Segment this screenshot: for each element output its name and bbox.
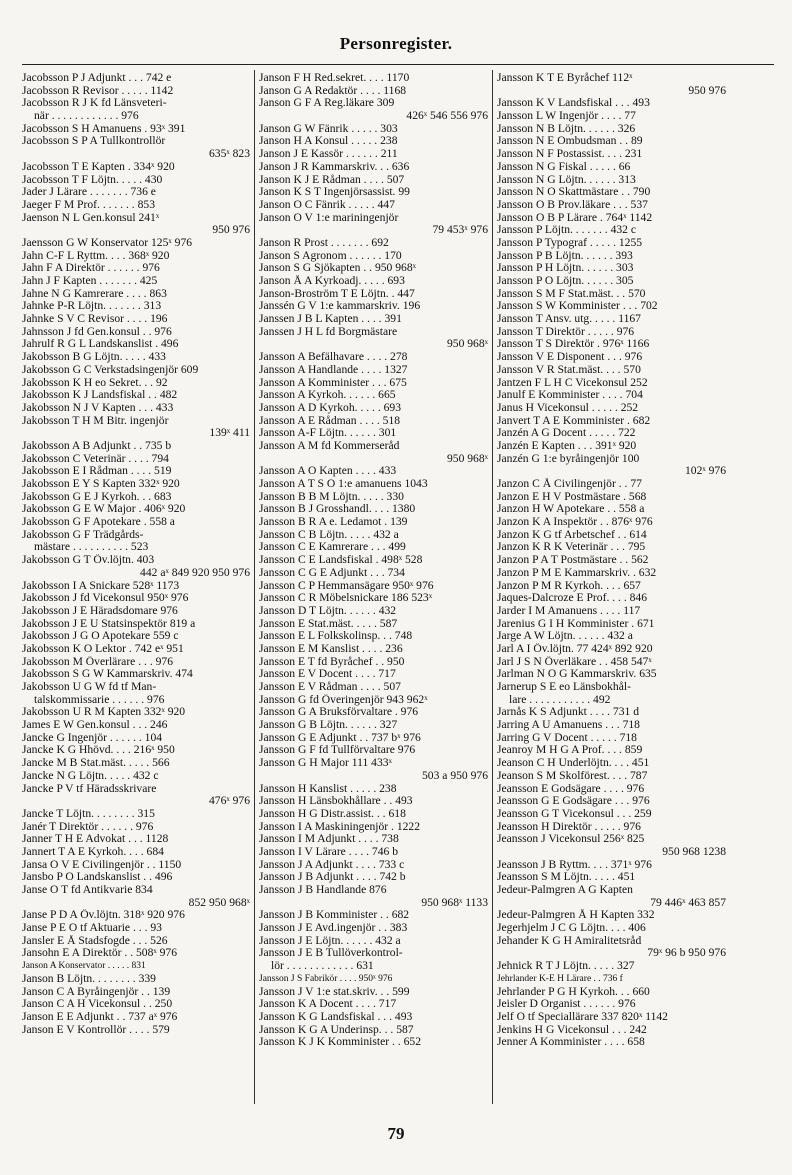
register-entry: Jakobsson G E J Kyrkoh. . . 683 <box>22 490 172 503</box>
register-entry: Jacobsson R Revisor . . . . . 1142 <box>22 84 174 97</box>
register-entry: Jansson S W Komminister . . . 702 <box>497 300 658 313</box>
register-entry: Jakobsson U R M Kapten 332ˣ 920 <box>22 706 186 719</box>
register-column-3 <box>497 72 726 1049</box>
register-entry: Jakobsson J fd Vicekonsul 950ˣ 976 <box>22 592 189 605</box>
register-entry: 102ˣ 976 <box>684 465 726 478</box>
register-entry: Jancke K G Hhövd. . . . 216ˣ 950 <box>22 744 175 757</box>
register-entry: Jansson J B Adjunkt . . . . 742 b <box>259 871 406 884</box>
register-entry: Jansson K T E Byråchef 112ˣ <box>497 72 633 84</box>
register-entry: Jakobsson J E Häradsdomare 976 <box>22 604 178 617</box>
register-entry: Janson F H Red.sekret. . . . 1170 <box>259 72 410 84</box>
register-entry: Janson A Konservator . . . . . 831 <box>22 961 146 972</box>
page-number: 79 <box>387 1124 405 1143</box>
register-entry: Jansson P B Löjtn. . . . . . 393 <box>497 249 633 262</box>
register-entry: Jansson K G A Underinsp. . . 587 <box>259 1023 414 1036</box>
register-entry: Jarder I M Amanuens . . . . 117 <box>497 604 641 617</box>
register-entry: Jansson P Typograf . . . . . 1255 <box>497 236 643 249</box>
register-entry: Jansson E L Folkskolinsp. . . 748 <box>259 630 413 643</box>
register-entry: Janson O C Fänrik . . . . . 447 <box>259 198 395 211</box>
register-entry: mästare . . . . . . . . . . 523 <box>34 541 149 554</box>
register-entry: Jansson A E Rådman . . . . 518 <box>259 414 401 427</box>
register-entry: 426ˣ 546 556 976 <box>406 110 488 123</box>
register-entry: Jansson G E Adjunkt . . 737 bˣ 976 <box>259 731 421 744</box>
register-entry: Jansson C B Löjtn. . . . . 432 a <box>259 528 399 541</box>
register-entry: Jansson H G Distr.assist. . . 618 <box>259 807 406 820</box>
register-entry: Jansson G H Major 111 433ˣ <box>259 757 392 770</box>
register-entry: Jahn C-F L Ryttm. . . . 368ˣ 920 <box>22 249 170 262</box>
register-entry: Jehnick R T J Löjtn. . . . . 327 <box>497 960 635 973</box>
register-entry: 442 aˣ 849 920 950 976 <box>140 566 250 579</box>
register-entry: lare . . . . . . . . . . . 492 <box>509 693 611 706</box>
register-entry: Jansson E T fd Byråchef . . 950 <box>259 655 405 668</box>
register-entry: Jahn F A Direktör . . . . . . 976 <box>22 262 160 275</box>
register-entry: Jantzen F L H C Vicekonsul 252 <box>497 376 648 389</box>
register-entry: Jeansson S M Löjtn. . . . . 451 <box>497 871 636 884</box>
register-entry: Janzon H W Apotekare . . 558 a <box>497 503 645 516</box>
register-entry: Jader J Lärare . . . . . . . 736 e <box>22 186 156 199</box>
register-entry: Jacobsson T E Kapten . 334ˣ 920 <box>22 160 175 173</box>
register-entry: Jansson G A Bruksförvaltare . 976 <box>259 706 419 719</box>
register-entry: Janson S Agronom . . . . . . 170 <box>259 249 402 262</box>
register-entry: Janssen J B L Kapten . . . . 391 <box>259 313 402 326</box>
register-entry: Jansson T Ansv. utg. . . . . 1167 <box>497 313 641 326</box>
register-entry: Jansson E M Kanslist . . . . 236 <box>259 642 403 655</box>
register-entry: Janzén E Kapten . . . 391ˣ 920 <box>497 439 637 452</box>
register-entry: Janson G W Fänrik . . . . . 303 <box>259 122 398 135</box>
register-entry: Janson K J E Rådman . . . . 507 <box>259 173 405 186</box>
register-entry: Jansson C E Kamrerare . . . 499 <box>259 541 406 554</box>
register-entry: Janse P E O tf Aktuarie . . . 93 <box>22 922 162 935</box>
register-entry: Janzon P M R Kyrkoh. . . . 657 <box>497 579 641 592</box>
register-entry: Jeansson J B Ryttm. . . . 371ˣ 976 <box>497 858 652 871</box>
register-entry: Jansson P H Löjtn. . . . . . 303 <box>497 262 634 275</box>
register-entry: 950 968ˣ <box>446 452 488 465</box>
register-entry: Jansson N F Postassist. . . . 231 <box>497 148 643 161</box>
register-entry: Jansson B J Grosshandl. . . . 1380 <box>259 503 416 516</box>
register-entry: Jehrlander P G H Kyrkoh. . . 660 <box>497 985 650 998</box>
register-entry: Janson H A Konsul . . . . . 238 <box>259 135 398 148</box>
register-entry: Jansson V E Disponent . . . 976 <box>497 351 643 364</box>
register-entry: Jansson P Löjtn. . . . . . . 432 c <box>497 224 637 237</box>
register-column-1 <box>22 72 250 1036</box>
register-entry: Jakobsson J G O Apotekare 559 c <box>22 630 179 643</box>
register-entry: Jakobsson I A Snickare 528ˣ 1173 <box>22 579 180 592</box>
register-entry: Jakobsson G T Öv.löjtn. 403 <box>22 554 155 567</box>
register-entry: Jansson C R Möbelsnickare 186 523ˣ <box>259 592 433 605</box>
register-entry: Jakobsson K H eo Sekret. . . 92 <box>22 376 168 389</box>
register-entry: Jeansson G E Godsägare . . . 976 <box>497 795 650 808</box>
register-entry: Jakobsson U G W fd tf Man- <box>22 681 157 693</box>
register-entry: 139ˣ 411 <box>209 427 250 440</box>
register-entry: Jaeger F M Prof. . . . . . . 853 <box>22 198 155 211</box>
register-entry: Jansson N G Löjtn. . . . . . 313 <box>497 173 636 186</box>
register-entry: 950 968ˣ <box>446 338 488 351</box>
register-entry: Jansson C P Hemmansägare 950ˣ 976 <box>259 579 434 592</box>
page-title: Personregister. <box>339 34 453 53</box>
register-entry: Jarlman N O G Kammarskriv. 635 <box>497 668 657 681</box>
register-entry: Janse O T fd Antikvarie 834 <box>22 884 153 896</box>
register-entry: Jansson J S Fabrikör . . . . 950ˣ 976 <box>259 973 393 984</box>
register-entry: 635ˣ 823 <box>208 148 250 161</box>
register-entry: Jansson P O Löjtn. . . . . . 305 <box>497 275 634 287</box>
register-entry: lör . . . . . . . . . . . . 631 <box>271 960 374 973</box>
register-entry: Jansson G fd Överingenjör 943 962ˣ <box>259 693 428 706</box>
register-entry: Jansson G B Löjtn. . . . . . 327 <box>259 719 398 732</box>
register-entry: Jeansson H Direktör . . . . . 976 <box>497 820 641 833</box>
register-entry: Jansson N G Fiskal . . . . . 66 <box>497 160 631 173</box>
register-entry: Janson-Broström T E Löjtn. . 447 <box>259 287 415 300</box>
register-entry: Janson C A Byråingenjör . . 139 <box>22 985 171 998</box>
register-entry: Jegerhjelm J C G Löjtn. . . . 406 <box>497 922 646 935</box>
register-entry: Jeansson G T Vicekonsul . . . 259 <box>497 807 652 820</box>
register-entry: Jansson K G Landsfiskal . . . 493 <box>259 1010 413 1023</box>
register-entry: Jannert T A E Kyrkoh. . . . 684 <box>22 845 164 858</box>
register-entry: Janssen J H L fd Borgmästare <box>259 325 398 338</box>
register-entry: Jansson A Komminister . . . 675 <box>259 376 407 389</box>
register-entry: Janzon E H V Postmästare . 568 <box>497 490 647 503</box>
register-entry: Jansson C E Landsfiskal . 498ˣ 528 <box>259 554 423 567</box>
register-entry: Jakobsson G F Trädgårds- <box>22 528 144 541</box>
register-entry: Jacobsson R J K fd Länsveteri- <box>22 97 167 110</box>
register-entry: Jansler E Å Stadsfogde . . . 526 <box>22 934 168 947</box>
register-entry: 476ˣ 976 <box>208 795 250 808</box>
register-entry: Jansson D T Löjtn. . . . . . 432 <box>259 604 397 617</box>
register-entry: 79ˣ 96 b 950 976 <box>647 947 726 960</box>
register-entry: Jakobsson E I Rådman . . . . 519 <box>22 465 172 478</box>
register-entry: Jeisler D Organist . . . . . . 976 <box>497 998 636 1011</box>
register-entry: Janson Å A Kyrkoadj. . . . . 693 <box>259 275 405 287</box>
register-entry: Jakobsson E Y S Kapten 332ˣ 920 <box>22 478 180 490</box>
register-entry: Jansson S M F Stat.mäst. . . 570 <box>497 287 646 300</box>
register-entry: Janér T Direktör . . . . . . 976 <box>22 820 154 833</box>
register-entry: Jeansson E Godsägare . . . . 976 <box>497 782 645 795</box>
register-entry: Jakobsson B G Löjtn. . . . . 433 <box>22 351 166 364</box>
register-entry: Jansson G F fd Tullförvaltare 976 <box>259 744 416 757</box>
register-entry: 950 968 1238 <box>662 845 726 858</box>
register-entry: Janzon P A T Postmästare . . 562 <box>497 554 649 567</box>
register-entry: Jansson N B Löjtn. . . . . . 326 <box>497 122 636 135</box>
register-entry: Janzén A G Docent . . . . . 722 <box>497 427 636 440</box>
register-entry: Jansson J A Adjunkt . . . . 733 c <box>259 858 405 871</box>
register-entry: Jenkins H G Vicekonsul . . . 242 <box>497 1023 647 1036</box>
register-entry: Jeanson C H Underlöjtn. . . . 451 <box>497 757 650 770</box>
register-entry: Jacobsson P J Adjunkt . . . 742 e <box>22 72 172 84</box>
register-entry: Jansson H Länsbokhållare . . 493 <box>259 795 413 808</box>
register-entry: Janson O V 1:e mariningenjör <box>259 211 399 224</box>
register-entry: Jansson B R A e. Ledamot . 139 <box>259 516 408 529</box>
register-column-2 <box>259 72 488 1049</box>
register-entry: Jansson B B M Löjtn. . . . . 330 <box>259 490 404 503</box>
register-entry: Janson C A H Vicekonsul . . 250 <box>22 998 173 1011</box>
register-entry: Jeansson J Vicekonsul 256ˣ 825 <box>497 833 645 846</box>
register-entry: 950 968ˣ 1133 <box>421 896 488 909</box>
register-entry: Jacobsson S P A Tullkontrollör <box>22 135 166 148</box>
register-entry: Jansson A Befälhavare . . . . 278 <box>259 351 408 364</box>
register-entry: Jedeur-Palmgren Å H Kapten 332 <box>497 909 655 922</box>
register-entry: Jedeur-Palmgren A G Kapten <box>497 884 633 896</box>
register-entry: 503 a 950 976 <box>421 769 488 782</box>
register-entry: Janson E E Adjunkt . . 737 aˣ 976 <box>22 1010 178 1023</box>
register-entry: Jarring A U Amanuens . . . 718 <box>497 719 640 732</box>
register-entry: Jacobsson T F Löjtn. . . . . 430 <box>22 173 163 186</box>
register-entry: Jehander K G H Amiralitetsråd <box>497 934 642 947</box>
register-entry: Jansson A M fd Kommerseråd <box>259 439 400 452</box>
register-entry: Jarge A W Löjtn. . . . . . 432 a <box>497 630 633 643</box>
register-entry: Jansson I A Maskiningenjör . 1222 <box>259 820 421 833</box>
register-entry: Janvert T A E Komminister . 682 <box>497 414 651 427</box>
register-entry: Jansson O B P Lärare . 764ˣ 1142 <box>497 211 653 224</box>
register-entry: Jansson A-F Löjtn. . . . . . 301 <box>259 427 397 440</box>
register-entry: Jansson N O Skattmästare . . 790 <box>497 186 651 199</box>
register-entry: Jansson A D Kyrkoh. . . . . 693 <box>259 401 402 414</box>
column-divider <box>254 70 255 1104</box>
register-entry: Jaques-Dalcroze E Prof. . . . 846 <box>497 592 648 605</box>
register-entry: Jansson E V Rådman . . . . 507 <box>259 681 401 693</box>
register-entry: 79 453ˣ 976 <box>432 224 488 237</box>
register-entry: Jakobsson N J V Kapten . . . 433 <box>22 401 174 414</box>
register-entry: Jeanson S M Skolförest. . . . 787 <box>497 769 648 782</box>
register-entry: Jakobsson G E W Major . 406ˣ 920 <box>22 503 186 516</box>
register-entry: Jansson A Handlande . . . . 1327 <box>259 363 408 376</box>
register-entry: Jansson J E Avd.ingenjör . . 383 <box>259 922 408 935</box>
register-entry: Janson J R Kammarskriv. . . 636 <box>259 160 410 173</box>
register-entry: James E W Gen.konsul . . . 246 <box>22 719 168 732</box>
register-entry: Jansson T S Direktör . 976ˣ 1166 <box>497 338 650 351</box>
register-entry: Jarenius G I H Komminister . 671 <box>497 617 655 630</box>
register-entry: Jenner A Komminister . . . . 658 <box>497 1036 645 1049</box>
register-entry: Janzon K A Inspektör . . 876ˣ 976 <box>497 516 653 529</box>
register-entry: Jakobsson S G W Kammarskriv. 474 <box>22 668 193 681</box>
register-entry: Jansson A T S O 1:e amanuens 1043 <box>259 478 428 490</box>
register-entry: Jancke N G Löjtn. . . . . 432 c <box>22 769 159 782</box>
register-entry: Jelf O tf Speciallärare 337 820ˣ 1142 <box>497 1010 668 1023</box>
register-entry: Jancke T Löjtn. . . . . . . . 315 <box>22 807 155 820</box>
register-entry: Jakobsson K J Landsfiskal . . 482 <box>22 389 178 402</box>
register-entry: Jansson O B Prov.läkare . . . 537 <box>497 198 648 211</box>
register-entry: Janulf E Komminister . . . . 704 <box>497 389 643 402</box>
register-entry: Janzon K R K Veterinär . . . 795 <box>497 541 646 554</box>
register-entry: Jansson J B Handlande 876 <box>259 884 387 896</box>
register-entry: Jarl A I Öv.löjtn. 77 424ˣ 892 920 <box>497 642 653 655</box>
register-entry: Jakobsson K O Lektor . 742 eˣ 951 <box>22 642 184 655</box>
register-entry: Jacobsson S H Amanuens . 93ˣ 391 <box>22 122 186 135</box>
register-entry: Jeanroy M H G A Prof. . . . 859 <box>497 744 643 757</box>
register-entry: Janzon P M E Kammarskriv. . 632 <box>497 566 657 579</box>
register-entry: Jansson A O Kapten . . . . 433 <box>259 465 397 478</box>
register-entry: Jakobsson A B Adjunkt . . 735 b <box>22 439 172 452</box>
register-entry: Jansson J V 1:e stat.skriv. . . 599 <box>259 985 410 998</box>
register-entry: Jansson A Kyrkoh. . . . . . 665 <box>259 389 396 402</box>
register-entry: Janson B Löjtn. . . . . . . . 339 <box>22 972 156 985</box>
register-entry: Jahnke S V C Revisor . . . . 196 <box>22 313 168 326</box>
register-entry: Jansson C G E Adjunkt . . . 734 <box>259 566 405 579</box>
register-entry: Jansson J E B Tullöverkontrol- <box>259 947 403 960</box>
register-entry: Janse P D A Öv.löjtn. 318ˣ 920 976 <box>22 909 185 922</box>
register-entry: Janson G F A Reg.läkare 309 <box>259 97 395 110</box>
register-entry: Jahne N G Kamrerare . . . . 863 <box>22 287 167 300</box>
register-entry: Jakobsson G F Apotekare . 558 a <box>22 516 175 529</box>
register-entry: Janssén G V 1:e kammarskriv. 196 <box>259 300 421 313</box>
register-entry: Jakobsson J E U Statsinspektör 819 a <box>22 617 196 630</box>
register-entry: Janzon C Å Civilingenjör . . 77 <box>497 478 642 490</box>
register-entry: Jahnsson J fd Gen.konsul . . 976 <box>22 325 172 338</box>
register-entry: talskommissarie . . . . . . 976 <box>34 693 165 706</box>
register-entry: Janson S G Sjökapten . . 950 968ˣ <box>259 262 416 275</box>
register-entry: Jahnke P-R Löjtn. . . . . . . 313 <box>22 300 162 313</box>
register-entry: Jahrulf R G L Landskanslist . 496 <box>22 338 179 351</box>
register-entry: Jansbo P O Landskanslist . . 496 <box>22 871 173 884</box>
register-entry: Jakobsson M Överlärare . . . 976 <box>22 655 174 668</box>
register-entry: Jansson I V Lärare . . . . 746 b <box>259 845 398 858</box>
register-entry: Janson R Prost . . . . . . . 692 <box>259 236 389 249</box>
register-entry: Jancke M B Stat.mäst. . . . . 566 <box>22 757 170 770</box>
register-entry: Jarnerup S E eo Länsbokhål- <box>497 681 631 693</box>
register-entry: Jancke G Ingenjör . . . . . . 104 <box>22 731 163 744</box>
register-entry: 950 976 <box>212 224 250 237</box>
header-rule <box>22 64 774 65</box>
register-entry: Janner T H E Advokat . . . 1128 <box>22 833 169 846</box>
register-entry: Jancke P V tf Häradsskrivare <box>22 782 157 795</box>
column-divider <box>492 70 493 1104</box>
register-entry: Jakobsson C Veterinär . . . . 794 <box>22 452 169 465</box>
register-entry: Jansa O V E Civilingenjör . . 1150 <box>22 858 182 871</box>
register-entry: Jansson K A Docent . . . . 717 <box>259 998 397 1011</box>
register-entry: Janson K S T Ingenjörsassist. 99 <box>259 186 410 199</box>
register-entry: Janzon K G tf Arbetschef . . 614 <box>497 528 647 541</box>
register-entry: Jansson H Kanslist . . . . . 238 <box>259 782 397 795</box>
register-entry: Jansson N E Ombudsman . . 89 <box>497 135 643 148</box>
register-entry: Jehrlander K-E H Lärare . . 736 f <box>497 973 623 984</box>
register-entry: Jansson L W Ingenjör . . . . 77 <box>497 110 636 123</box>
register-entry: när . . . . . . . . . . . . 976 <box>34 110 139 123</box>
register-entry: Jaenson N L Gen.konsul 241ˣ <box>22 211 160 224</box>
register-entry: Jakobsson T H M Bitr. ingenjör <box>22 414 169 427</box>
register-entry: Jarnås K S Adjunkt . . . . 731 d <box>497 706 640 719</box>
register-entry: Jansohn E A Direktör . . 508ˣ 976 <box>22 947 178 960</box>
register-entry: Jarring G V Docent . . . . . 718 <box>497 731 637 744</box>
register-entry: Jahn J F Kapten . . . . . . . 425 <box>22 275 158 287</box>
register-entry: Jakobsson G C Verkstadsingenjör 609 <box>22 363 199 376</box>
register-entry: Jansson J B Komminister . . 682 <box>259 909 410 922</box>
register-entry: Jaensson G W Konservator 125ˣ 976 <box>22 236 193 249</box>
register-entry: Janzén G 1:e byråingenjör 100 <box>497 452 640 465</box>
register-entry: Janson G A Redaktör . . . . 1168 <box>259 84 407 97</box>
register-entry: 79 446ˣ 463 857 <box>650 896 726 909</box>
register-entry: Janson E V Kontrollör . . . . 579 <box>22 1023 170 1036</box>
register-entry: 852 950 968ˣ <box>188 896 250 909</box>
register-entry: Jansson T Direktör . . . . . 976 <box>497 325 635 338</box>
register-entry: Jansson I M Adjunkt . . . . 738 <box>259 833 399 846</box>
register-entry: Jansson J E Löjtn. . . . . . 432 a <box>259 934 401 947</box>
register-entry: Jarl J S N Överläkare . . 458 547ˣ <box>497 655 652 668</box>
register-entry: Janson J E Kassör . . . . . . 211 <box>259 148 398 161</box>
register-entry: Jansson E Stat.mäst. . . . . 587 <box>259 617 398 630</box>
register-entry: Jansson K J K Komminister . . 652 <box>259 1036 421 1049</box>
register-entry: Janus H Vicekonsul . . . . . 252 <box>497 401 639 414</box>
register-entry: 950 976 <box>688 84 726 97</box>
register-entry: Jansson E V Docent . . . . 717 <box>259 668 396 681</box>
register-entry: Jansson K V Landsfiskal . . . 493 <box>497 97 650 110</box>
register-entry: Jansson V R Stat.mäst. . . . 570 <box>497 363 641 376</box>
